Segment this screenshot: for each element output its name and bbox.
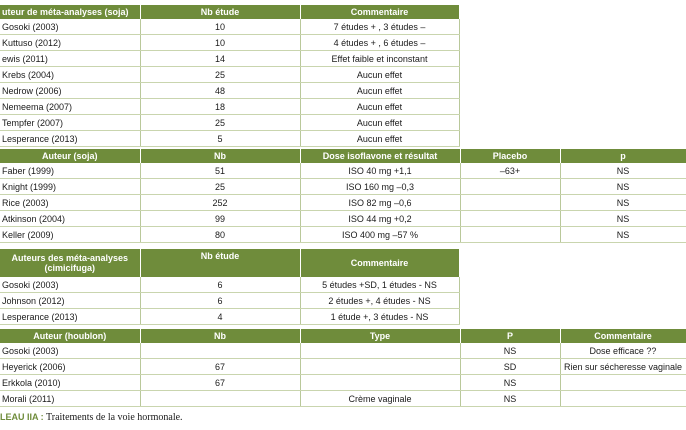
table-cell: 7 études + , 3 études –	[300, 19, 459, 35]
table-cell: NS	[560, 179, 686, 195]
table-cell: Morali (2011)	[0, 391, 140, 407]
table-row	[0, 391, 686, 407]
table-cell: Effet faible et inconstant	[300, 51, 459, 67]
table-cell: 18	[140, 99, 300, 115]
table-caption	[0, 412, 183, 423]
table-cell: SD	[460, 359, 560, 375]
table-row	[0, 131, 459, 147]
table-cell: Tempfer (2007)	[0, 115, 140, 131]
table-cell: 252	[140, 195, 300, 211]
table-cell: ISO 40 mg +1,1	[300, 163, 460, 179]
table-cell: 67	[140, 375, 300, 391]
table-cell: Rice (2003)	[0, 195, 140, 211]
table-cell: 2 études +, 4 études - NS	[300, 293, 459, 309]
table-row	[0, 99, 459, 115]
table-cell: NS	[560, 195, 686, 211]
table-cell: Keller (2009)	[0, 227, 140, 243]
table-cell: 25	[140, 179, 300, 195]
table-cell: Gosoki (2003)	[0, 277, 140, 293]
table-cell: 25	[140, 115, 300, 131]
table-cell	[300, 343, 460, 359]
table-cell	[560, 391, 686, 407]
table-cell: Lesperance (2013)	[0, 309, 140, 325]
table-cell: Dose efficace ??	[560, 343, 686, 359]
table-cell	[300, 359, 460, 375]
soja-studies-table	[0, 149, 686, 243]
table-cell: Aucun effet	[300, 67, 459, 83]
table-cell: 10	[140, 35, 300, 51]
column-header: uteur de méta-analyses (soja)	[0, 5, 140, 19]
table-row	[0, 195, 686, 211]
table-cell: 99	[140, 211, 300, 227]
caption-text: Traitements de la voie hormonale.	[43, 412, 183, 423]
table-cell: Gosoki (2003)	[0, 343, 140, 359]
houblon-studies-table	[0, 329, 686, 407]
table-cell: 80	[140, 227, 300, 243]
column-header: Dose isoflavone et résultat	[300, 149, 460, 163]
table-row	[0, 359, 686, 375]
table-cell	[300, 375, 460, 391]
table-cell: 4	[140, 309, 300, 325]
table-cell: 14	[140, 51, 300, 67]
table-cell	[460, 195, 560, 211]
column-header: Auteurs des méta-analyses (cimicifuga)	[0, 249, 140, 277]
table-cell: NS	[460, 343, 560, 359]
table-cell: 51	[140, 163, 300, 179]
table-cell: Kuttuso (2012)	[0, 35, 140, 51]
table-cell: Lesperance (2013)	[0, 131, 140, 147]
table-row	[0, 163, 686, 179]
table-row	[0, 67, 459, 83]
table-cell: 6	[140, 277, 300, 293]
table-cell: Aucun effet	[300, 83, 459, 99]
table-row	[0, 51, 459, 67]
table-cell: 67	[140, 359, 300, 375]
table-cell: NS	[560, 163, 686, 179]
table-cell: Aucun effet	[300, 115, 459, 131]
table-cell	[140, 343, 300, 359]
cimicifuga-meta-analyses-table	[0, 249, 460, 325]
table-row	[0, 19, 459, 35]
table-cell: 6	[140, 293, 300, 309]
table-cell: 25	[140, 67, 300, 83]
soja-meta-analyses-table	[0, 5, 460, 147]
table-cell	[140, 391, 300, 407]
table-cell	[560, 375, 686, 391]
table-cell: Atkinson (2004)	[0, 211, 140, 227]
table-cell: Rien sur sécheresse vaginale	[560, 359, 686, 375]
table-header-row	[0, 149, 686, 163]
table-cell: Faber (1999)	[0, 163, 140, 179]
table-cell: 1 étude +, 3 études - NS	[300, 309, 459, 325]
table-cell: ISO 160 mg –0,3	[300, 179, 460, 195]
table-cell: Erkkola (2010)	[0, 375, 140, 391]
table-cell: NS	[460, 375, 560, 391]
table-header-row	[0, 329, 686, 343]
column-header: Type	[300, 329, 460, 343]
table-cell: 5 études +SD, 1 études - NS	[300, 277, 459, 293]
table-cell: 5	[140, 131, 300, 147]
table-cell: Gosoki (2003)	[0, 19, 140, 35]
table-cell: Johnson (2012)	[0, 293, 140, 309]
column-header: Nb	[140, 329, 300, 343]
column-header: Nb étude	[140, 249, 300, 277]
table-cell: Heyerick (2006)	[0, 359, 140, 375]
table-cell	[460, 179, 560, 195]
table-row	[0, 179, 686, 195]
column-header: Commentaire	[300, 5, 459, 19]
table-cell: ewis (2011)	[0, 51, 140, 67]
table-cell: ISO 44 mg +0,2	[300, 211, 460, 227]
table-row	[0, 115, 459, 131]
table-cell: Crème vaginale	[300, 391, 460, 407]
table-row	[0, 293, 459, 309]
table-row	[0, 309, 459, 325]
table-cell: NS	[560, 227, 686, 243]
table-cell: Knight (1999)	[0, 179, 140, 195]
column-header: p	[560, 149, 686, 163]
table-row	[0, 211, 686, 227]
table-cell: Nedrow (2006)	[0, 83, 140, 99]
table-row	[0, 227, 686, 243]
table-row	[0, 83, 459, 99]
table-cell: NS	[460, 391, 560, 407]
column-header: Auteur (soja)	[0, 149, 140, 163]
column-header: Nb étude	[140, 5, 300, 19]
table-row	[0, 375, 686, 391]
table-cell: –63+	[460, 163, 560, 179]
table-cell: Krebs (2004)	[0, 67, 140, 83]
table-row	[0, 343, 686, 359]
table-cell: Aucun effet	[300, 99, 459, 115]
table-cell: 4 études + , 6 études –	[300, 35, 459, 51]
table-cell: Nemeema (2007)	[0, 99, 140, 115]
table-cell: 48	[140, 83, 300, 99]
table-header-row	[0, 5, 459, 19]
column-header: Auteur (houblon)	[0, 329, 140, 343]
caption-label: LEAU IIA :	[0, 412, 44, 422]
table-cell	[460, 227, 560, 243]
column-header: Commentaire	[300, 249, 459, 277]
column-header: Placebo	[460, 149, 560, 163]
table-header-row	[0, 249, 459, 277]
table-cell: NS	[560, 211, 686, 227]
column-header: Nb	[140, 149, 300, 163]
table-cell	[460, 211, 560, 227]
column-header: Commentaire	[560, 329, 686, 343]
table-cell: 10	[140, 19, 300, 35]
table-row	[0, 35, 459, 51]
table-row	[0, 277, 459, 293]
column-header: P	[460, 329, 560, 343]
table-cell: ISO 82 mg –0,6	[300, 195, 460, 211]
table-cell: ISO 400 mg –57 %	[300, 227, 460, 243]
table-cell: Aucun effet	[300, 131, 459, 147]
